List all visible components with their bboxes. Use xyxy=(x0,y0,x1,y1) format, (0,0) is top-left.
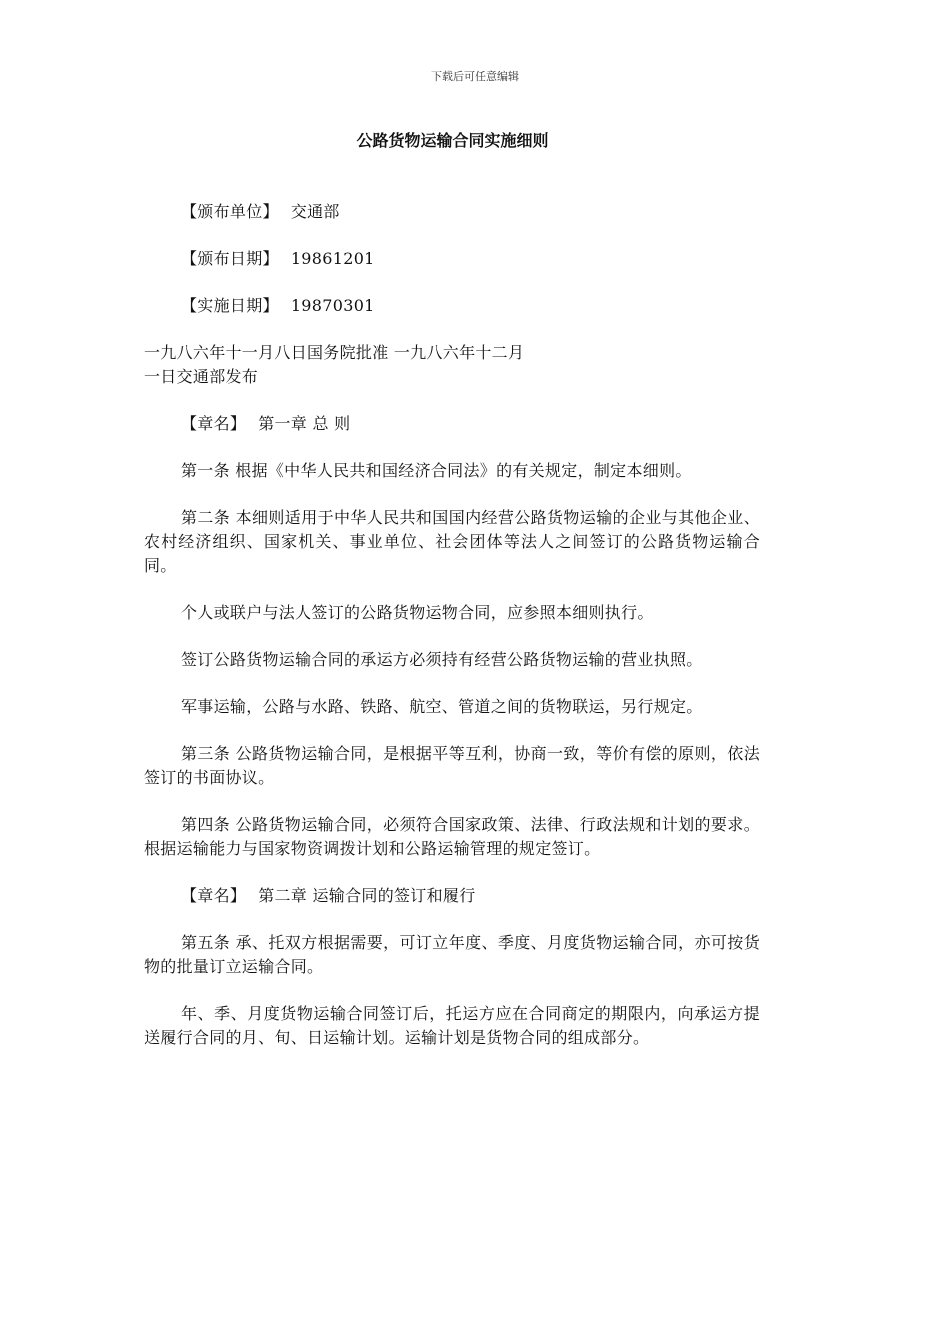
chapter-2-title: 第二章 运输合同的签订和履行 xyxy=(258,886,476,905)
paragraph-plan: 年、季、月度货物运输合同签订后，托运方应在合同商定的期限内，向承运方提送履行合同的月、旬、日运输计划。运输计划是货物合同的组成部分。 xyxy=(144,1004,760,1047)
meta-issue-date xyxy=(144,247,760,271)
meta-issuer-value: 交通部 xyxy=(290,202,340,221)
chapter-2-label: 【章名】 xyxy=(181,886,247,905)
document-body xyxy=(144,200,760,1050)
article-5: 第五条 承、托双方根据需要，可订立年度、季度、月度货物运输合同，亦可按货物的批量订立运输合同。 xyxy=(144,933,760,976)
header-note: 下载后可任意编辑 xyxy=(431,70,519,83)
meta-issue-date-value: 19861201 xyxy=(290,249,375,268)
meta-issuer-label: 【颁布单位】 xyxy=(181,202,279,221)
meta-effective-date-label: 【实施日期】 xyxy=(181,296,279,315)
article-3: 第三条 公路货物运输合同，是根据平等互利，协商一致，等价有偿的原则，依法签订的书面协议。 xyxy=(144,744,760,787)
meta-issue-date-label: 【颁布日期】 xyxy=(181,249,279,268)
chapter-1-title: 第一章 总 则 xyxy=(258,414,351,433)
meta-effective-date-value: 19870301 xyxy=(290,296,375,315)
chapter-heading-1 xyxy=(144,412,760,436)
meta-issuer xyxy=(144,200,760,224)
paragraph-individual: 个人或联户与法人签订的公路货物运物合同，应参照本细则执行。 xyxy=(181,603,654,622)
document-title: 公路货物运输合同实施细则 xyxy=(356,131,549,150)
paragraph-military: 军事运输，公路与水路、铁路、航空、管道之间的货物联运，另行规定。 xyxy=(181,697,703,716)
chapter-heading-2 xyxy=(144,884,760,908)
chapter-1-label: 【章名】 xyxy=(181,414,247,433)
article-2: 第二条 本细则适用于中华人民共和国国内经营公路货物运输的企业与其他企业、农村经济组织、国家机关、事业单位、社会团体等法人之间签订的公路货物运输合同。 xyxy=(144,508,760,575)
approval-line-1: 一九八六年十一月八日国务院批准 一九八六年十二月 xyxy=(144,343,525,362)
article-4: 第四条 公路货物运输合同，必须符合国家政策、法律、行政法规和计划的要求。根据运输能力与国家物资调拨计划和公路运输管理的规定签订。 xyxy=(144,815,760,858)
approval-line-2: 一日交通部发布 xyxy=(144,367,259,386)
paragraph-license: 签订公路货物运输合同的承运方必须持有经营公路货物运输的营业执照。 xyxy=(181,650,703,669)
article-1: 第一条 根据《中华人民共和国经济合同法》的有关规定，制定本细则。 xyxy=(181,461,692,480)
meta-effective-date xyxy=(144,294,760,318)
